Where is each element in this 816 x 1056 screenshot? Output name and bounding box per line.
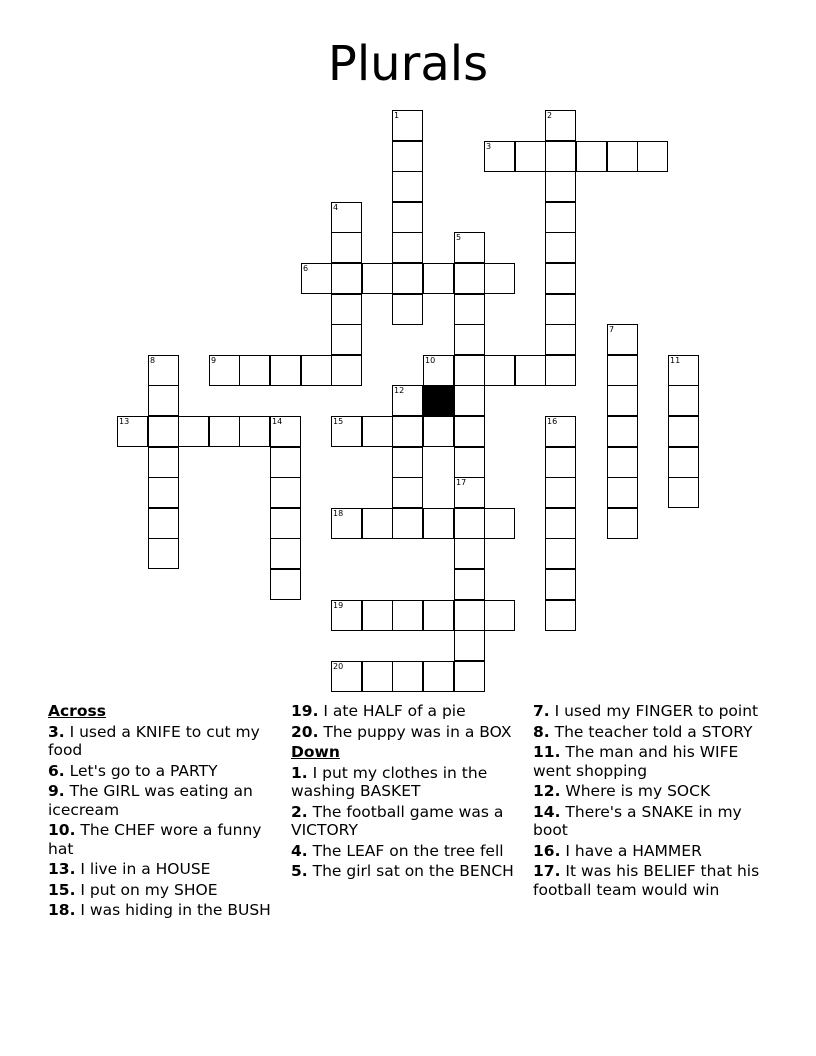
- grid-cell[interactable]: [148, 355, 179, 386]
- grid-cell[interactable]: [392, 447, 423, 478]
- grid-cell[interactable]: [423, 355, 454, 386]
- grid-cell[interactable]: [454, 630, 485, 661]
- clue-column-3: [533, 702, 769, 901]
- grid-cell[interactable]: [454, 477, 485, 508]
- clue-item: [48, 782, 284, 819]
- grid-cell[interactable]: [668, 385, 699, 416]
- grid-cell[interactable]: [545, 232, 576, 263]
- clue-item: [291, 702, 527, 721]
- grid-cell[interactable]: [545, 508, 576, 539]
- grid-cell[interactable]: [331, 355, 362, 386]
- grid-cell[interactable]: [148, 538, 179, 569]
- clue-number: 14: [272, 417, 283, 426]
- clue-item-text: The CHEF wore a funny hat: [48, 821, 262, 858]
- clue-item-text: The teacher told a STORY: [549, 722, 753, 741]
- grid-cell[interactable]: [545, 110, 576, 141]
- grid-cell[interactable]: [270, 416, 301, 447]
- clue-number: 17: [456, 478, 467, 487]
- grid-cell[interactable]: [607, 477, 638, 508]
- grid-cell[interactable]: [301, 355, 332, 386]
- clue-number: 10: [425, 356, 436, 365]
- grid-cell[interactable]: [668, 447, 699, 478]
- clue-item-number: 5.: [291, 862, 308, 880]
- clue-item-text: There's a SNAKE in my boot: [533, 802, 742, 839]
- grid-cell[interactable]: [270, 447, 301, 478]
- grid-cell[interactable]: [270, 569, 301, 600]
- clue-item-text: The man and his WIFE went shopping: [533, 743, 739, 780]
- clue-item-number: 3.: [48, 722, 65, 741]
- clue-item: [533, 743, 769, 780]
- grid-cell[interactable]: [454, 416, 485, 447]
- clue-column-1: [48, 702, 284, 922]
- grid-cell[interactable]: [362, 508, 393, 539]
- clue-number: 4: [333, 203, 339, 212]
- grid-cell[interactable]: [392, 385, 423, 416]
- grid-cell[interactable]: [270, 477, 301, 508]
- grid-cell[interactable]: [148, 477, 179, 508]
- grid-cell[interactable]: [454, 538, 485, 569]
- grid-cell[interactable]: [607, 141, 638, 172]
- clue-item: [48, 762, 284, 781]
- grid-cell[interactable]: [454, 508, 485, 539]
- clue-item-text: The LEAF on the tree fell: [307, 841, 504, 860]
- grid-cell[interactable]: [331, 600, 362, 631]
- grid-cell[interactable]: [545, 324, 576, 355]
- clue-item-number: 15.: [48, 880, 76, 899]
- clue-item-text: The girl sat on the BENCH: [307, 862, 514, 880]
- clue-item: [533, 782, 769, 801]
- clue-item-number: 13.: [48, 860, 76, 878]
- grid-cell[interactable]: [454, 661, 485, 692]
- clue-item: [533, 842, 769, 861]
- grid-cell[interactable]: [515, 355, 546, 386]
- clue-item: [291, 764, 527, 801]
- grid-cell[interactable]: [392, 416, 423, 447]
- clue-number: 7: [609, 325, 615, 334]
- clue-item-number: 20.: [291, 722, 319, 741]
- clue-item-number: 12.: [533, 782, 561, 800]
- grid-cell[interactable]: [454, 355, 485, 386]
- grid-cell[interactable]: [270, 508, 301, 539]
- clue-number: 13: [119, 417, 130, 426]
- clue-item-number: 9.: [48, 782, 65, 800]
- clue-item-text: Where is my SOCK: [560, 782, 711, 800]
- grid-cell[interactable]: [423, 263, 454, 294]
- grid-cell[interactable]: [545, 477, 576, 508]
- grid-cell[interactable]: [239, 416, 270, 447]
- clue-item-text: The football game was a VICTORY: [291, 802, 504, 839]
- clue-item-number: 18.: [48, 901, 76, 919]
- grid-cell[interactable]: [148, 385, 179, 416]
- grid-cell[interactable]: [484, 141, 515, 172]
- clue-item: [291, 842, 527, 861]
- clue-item-number: 14.: [533, 802, 561, 821]
- grid-cell[interactable]: [331, 202, 362, 233]
- grid-cell[interactable]: [392, 294, 423, 325]
- grid-cell[interactable]: [392, 202, 423, 233]
- grid-cell[interactable]: [392, 508, 423, 539]
- grid-cell[interactable]: [454, 385, 485, 416]
- clue-item: [533, 702, 769, 721]
- grid-cell[interactable]: [637, 141, 668, 172]
- clue-item-text: I was hiding in the BUSH: [75, 901, 271, 919]
- grid-cell[interactable]: [454, 263, 485, 294]
- clue-item-number: 10.: [48, 821, 76, 839]
- clue-item: [291, 803, 527, 840]
- grid-cell[interactable]: [545, 141, 576, 172]
- clue-item: [533, 723, 769, 742]
- clue-item-text: I used my FINGER to point: [549, 702, 759, 720]
- clue-item-number: 11.: [533, 743, 561, 761]
- clue-item-number: 6.: [48, 761, 65, 780]
- clue-number: 5: [456, 233, 462, 242]
- clue-item-text: I have a HAMMER: [560, 841, 702, 860]
- clue-item-number: 19.: [291, 702, 319, 720]
- clue-item: [48, 860, 284, 879]
- clue-item: [48, 901, 284, 920]
- clue-column-2: [291, 702, 527, 883]
- grid-cell[interactable]: [545, 263, 576, 294]
- clue-item: [291, 723, 527, 742]
- clue-item: [48, 821, 284, 858]
- grid-cell[interactable]: [668, 416, 699, 447]
- clue-item-text: Let's go to a PARTY: [64, 761, 218, 780]
- grid-cell[interactable]: [423, 661, 454, 692]
- clue-item-text: The puppy was in a BOX: [318, 722, 512, 741]
- grid-cell[interactable]: [331, 324, 362, 355]
- grid-cell[interactable]: [454, 447, 485, 478]
- clue-number: 19: [333, 601, 344, 610]
- grid-cell[interactable]: [576, 141, 607, 172]
- puzzle-title: Plurals: [327, 36, 489, 92]
- grid-cell[interactable]: [545, 171, 576, 202]
- grid-cell[interactable]: [454, 324, 485, 355]
- grid-cell[interactable]: [423, 508, 454, 539]
- clue-number: 15: [333, 417, 344, 426]
- grid-cell[interactable]: [331, 508, 362, 539]
- grid-cell[interactable]: [484, 263, 515, 294]
- grid-cell[interactable]: [209, 416, 240, 447]
- clue-number: 18: [333, 509, 344, 518]
- grid-cell[interactable]: [392, 477, 423, 508]
- grid-cell[interactable]: [331, 294, 362, 325]
- grid-cell[interactable]: [454, 294, 485, 325]
- clue-item: [48, 881, 284, 900]
- clue-item-number: 17.: [533, 862, 561, 880]
- grid-cell[interactable]: [454, 569, 485, 600]
- clue-item: [48, 723, 284, 760]
- grid-cell[interactable]: [178, 416, 209, 447]
- grid-cell[interactable]: [148, 508, 179, 539]
- grid-cell[interactable]: [423, 600, 454, 631]
- grid-cell[interactable]: [392, 232, 423, 263]
- grid-cell[interactable]: [392, 141, 423, 172]
- grid-cell[interactable]: [545, 202, 576, 233]
- grid-cell[interactable]: [331, 416, 362, 447]
- grid-cell[interactable]: [331, 232, 362, 263]
- down-heading: Down: [291, 743, 340, 761]
- grid-cell[interactable]: [331, 661, 362, 692]
- grid-cell[interactable]: [545, 538, 576, 569]
- clue-item: [533, 862, 769, 899]
- black-square: [423, 385, 454, 416]
- clue-item-text: I put my clothes in the washing BASKET: [291, 763, 488, 800]
- across-heading: Across: [48, 702, 106, 720]
- grid-cell[interactable]: [392, 263, 423, 294]
- grid-cell[interactable]: [607, 416, 638, 447]
- grid-cell[interactable]: [239, 355, 270, 386]
- clue-item-text: I ate HALF of a pie: [318, 702, 466, 720]
- grid-cell[interactable]: [362, 416, 393, 447]
- grid-cell[interactable]: [362, 600, 393, 631]
- grid-cell[interactable]: [607, 508, 638, 539]
- clue-item-number: 2.: [291, 802, 308, 821]
- grid-cell[interactable]: [607, 385, 638, 416]
- clue-number: 6: [303, 264, 309, 273]
- grid-cell[interactable]: [392, 661, 423, 692]
- grid-cell[interactable]: [392, 110, 423, 141]
- grid-cell[interactable]: [423, 416, 454, 447]
- grid-cell[interactable]: [454, 600, 485, 631]
- clue-item: [291, 862, 527, 881]
- clue-item-number: 8.: [533, 722, 550, 741]
- grid-cell[interactable]: [117, 416, 148, 447]
- grid-cell[interactable]: [607, 355, 638, 386]
- clue-item-number: 1.: [291, 763, 308, 782]
- clue-item-text: It was his BELIEF that his football team would win: [533, 862, 760, 899]
- grid-cell[interactable]: [545, 355, 576, 386]
- clue-number: 16: [547, 417, 558, 426]
- grid-cell[interactable]: [545, 294, 576, 325]
- clue-item-number: 4.: [291, 841, 308, 860]
- grid-cell[interactable]: [270, 355, 301, 386]
- clue-number: 12: [394, 386, 405, 395]
- grid-cell[interactable]: [148, 416, 179, 447]
- grid-cell[interactable]: [362, 661, 393, 692]
- grid-cell[interactable]: [270, 538, 301, 569]
- grid-cell[interactable]: [331, 263, 362, 294]
- clue-item-text: The GIRL was eating an icecream: [48, 782, 253, 819]
- clue-item-number: 16.: [533, 841, 561, 860]
- clue-number: 8: [150, 356, 156, 365]
- clue-number: 20: [333, 662, 344, 671]
- grid-cell[interactable]: [484, 600, 515, 631]
- grid-cell[interactable]: [454, 232, 485, 263]
- clue-number: 9: [211, 356, 217, 365]
- grid-cell[interactable]: [484, 355, 515, 386]
- grid-cell[interactable]: [392, 171, 423, 202]
- grid-cell[interactable]: [545, 600, 576, 631]
- clue-number: 11: [670, 356, 681, 365]
- clue-item-text: I put on my SHOE: [75, 880, 218, 899]
- grid-cell[interactable]: [515, 141, 546, 172]
- grid-cell[interactable]: [209, 355, 240, 386]
- grid-cell[interactable]: [484, 508, 515, 539]
- grid-cell[interactable]: [607, 324, 638, 355]
- clue-item-text: I used a KNIFE to cut my food: [48, 722, 260, 759]
- clue-number: 1: [394, 111, 400, 120]
- grid-cell[interactable]: [301, 263, 332, 294]
- grid-cell[interactable]: [148, 447, 179, 478]
- grid-cell[interactable]: [545, 447, 576, 478]
- grid-cell[interactable]: [545, 569, 576, 600]
- grid-cell[interactable]: [545, 416, 576, 447]
- clue-number: 2: [547, 111, 553, 120]
- clue-item-text: I live in a HOUSE: [75, 860, 211, 878]
- clue-item: [533, 803, 769, 840]
- grid-cell[interactable]: [668, 355, 699, 386]
- grid-cell[interactable]: [392, 600, 423, 631]
- grid-cell[interactable]: [668, 477, 699, 508]
- clue-number: 3: [486, 142, 492, 151]
- grid-cell[interactable]: [362, 263, 393, 294]
- clue-item-number: 7.: [533, 702, 550, 720]
- grid-cell[interactable]: [607, 447, 638, 478]
